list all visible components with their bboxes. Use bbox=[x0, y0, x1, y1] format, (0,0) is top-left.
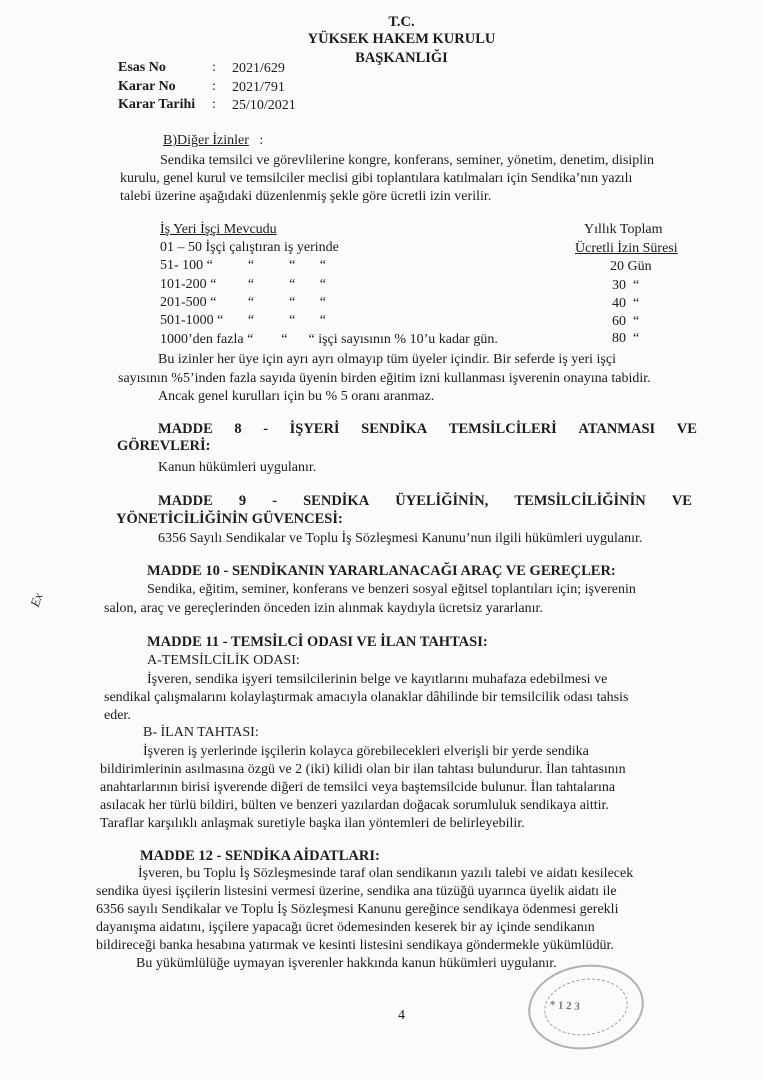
table-row-left: 101-200 “ “ “ “ bbox=[160, 277, 327, 292]
madde-10-body-line2: salon, araç ve gereçlerinden önceden izin alınmak kaydıyla ücretsiz yararlanır. bbox=[104, 601, 543, 616]
table-row-left: 501-1000 “ “ “ “ bbox=[160, 313, 327, 328]
table-row-right: 30 “ bbox=[612, 278, 640, 293]
table-row-left: 01 – 50 İşçi çalıştıran iş yerinde bbox=[160, 240, 339, 255]
madde-9-title-line1: MADDE 9 - SENDİKA ÜYELİĞİNİN, TEMSİLCİLİĞİNİN VE bbox=[158, 493, 692, 509]
madde-9-title-line2: YÖNETİCİLİĞİNİN GÜVENCESİ: bbox=[116, 511, 343, 527]
table-row-left: 51- 100 “ “ “ “ bbox=[160, 258, 327, 273]
section-b-p1-line3: talebi üzerine aşağıdaki düzenlenmiş şekle göre ücretli izin verilir. bbox=[120, 189, 492, 204]
madde-11-b-line1: İşveren iş yerlerinde işçilerin kolayca görebilecekleri elverişli bir yerde sendika bbox=[143, 744, 589, 759]
section-b-p1-line1: Sendika temsilci ve görevlilerine kongre, konferans, seminer, yönetim, denetim, disiplin bbox=[160, 153, 654, 168]
madde-11-b-line4: asılacak her türlü bildiri, bülten ve benzeri yazılardan doğacak sorumluluk sendikaya aittir. bbox=[100, 798, 609, 813]
madde-10-title: MADDE 10 - SENDİKANIN YARARLANACAĞI ARAÇ VE GEREÇLER: bbox=[147, 563, 616, 579]
madde-8-title-line1: MADDE 8 - İŞYERİ SENDİKA TEMSİLCİLERİ ATANMASI VE bbox=[158, 421, 697, 437]
madde-12-title: MADDE 12 - SENDİKA AİDATLARI: bbox=[140, 848, 380, 864]
table-row-right: 20 Gün bbox=[610, 259, 652, 274]
tarih-colon: : bbox=[212, 97, 216, 112]
tarih-label: Karar Tarihi bbox=[118, 97, 196, 112]
madde-8-title-line2: GÖREVLERİ: bbox=[117, 438, 211, 454]
karar-colon: : bbox=[212, 79, 216, 94]
madde-11-b-line5: Taraflar karşılıklı anlaşmak suretiyle başka ilan yöntemleri de belirleyebilir. bbox=[100, 816, 525, 831]
esas-colon: : bbox=[212, 60, 216, 75]
madde-11-a-line3: eder. bbox=[104, 708, 131, 723]
stamp-text: * 1 2 3 bbox=[549, 998, 581, 1013]
section-b-p1-line2: kurulu, genel kurul ve temsilciler meclisi gibi toplantılara katılmaları için Sendika’nın yazılı bbox=[120, 171, 633, 186]
section-b-p2-line1: Bu izinler her üye için ayrı ayrı olmayıp tüm üyeler içindir. Bir seferde iş yeri işçi bbox=[158, 352, 616, 367]
madde-11-a-line2: sendikal çalışmalarını kolaylaştırmak amacıyla olanaklar dâhilinde bir temsilcilik odası tahsis bbox=[104, 690, 629, 705]
table-row-left: 201-500 “ “ “ “ bbox=[160, 295, 327, 310]
table-head-right-1: Yıllık Toplam bbox=[584, 222, 663, 237]
madde-12-line3: 6356 sayılı Sendikalar ve Toplu İş Sözleşmesi Kanunu gereğince sendikaya ödenmesi gerekli bbox=[96, 902, 619, 917]
table-head-right-2: Ücretli İzin Süresi bbox=[575, 241, 678, 256]
margin-handwritten-mark: Ex bbox=[26, 590, 46, 609]
madde-11-a-line1: İşveren, sendika işyeri temsilcilerinin belge ve kayıtlarını muhafaza edebilmesi ve bbox=[147, 672, 608, 687]
table-head-left: İş Yeri İşçi Mevcudu bbox=[160, 222, 277, 237]
section-b-p2-line3: Ancak genel kurulları için bu % 5 oranı aranmaz. bbox=[158, 389, 435, 404]
madde-12-line1: İşveren, bu Toplu İş Sözleşmesinde taraf olan sendikanın yazılı talebi ve aidatı kesilecek bbox=[138, 866, 634, 881]
page-number: 4 bbox=[398, 1008, 405, 1023]
table-row-right: 80 “ bbox=[612, 331, 640, 346]
madde-11-b-line2: bildirimlerinin asılmasına özgü ve 2 (iki) kilidi olan bir ilan tahtası bulundurur. İlan tahtasının bbox=[100, 762, 626, 777]
madde-11-sub-a: A-TEMSİLCİLİK ODASI: bbox=[147, 653, 300, 668]
esas-value: 2021/629 bbox=[232, 61, 285, 76]
madde-11-b-line3: anahtarlarının birisi işverende diğeri de temsilci veya baştemsilcide bulunur. İlan tahtalarına bbox=[100, 780, 616, 795]
madde-11-sub-b: B- İLAN TAHTASI: bbox=[143, 725, 259, 740]
madde-8-body: Kanun hükümleri uygulanır. bbox=[158, 460, 317, 475]
karar-value: 2021/791 bbox=[232, 80, 285, 95]
official-stamp bbox=[523, 957, 650, 1056]
madde-12-line5: bildireceği banka hesabına yatırmak ve kesinti listesini sendikaya göndermekle yükümlüdür. bbox=[96, 938, 614, 953]
header-institution: YÜKSEK HAKEM KURULU bbox=[307, 31, 496, 47]
madde-11-title: MADDE 11 - TEMSİLCİ ODASI VE İLAN TAHTASI: bbox=[147, 634, 488, 650]
header-presidency: BAŞKANLIĞI bbox=[355, 50, 448, 66]
section-b-p2-line2: sayısının %5’inden fazla sayıda üyenin birden eğitim izni kullanması işverenin onayına tabidir. bbox=[118, 371, 651, 386]
header-tc: T.C. bbox=[388, 14, 415, 30]
madde-10-body-line1: Sendika, eğitim, seminer, konferans ve benzeri sosyal eğitsel toplantıları için; işverenin bbox=[147, 582, 636, 597]
section-b-title: B)Diğer İzinler : bbox=[163, 133, 264, 148]
table-row-right: 40 “ bbox=[612, 296, 640, 311]
esas-label: Esas No bbox=[118, 60, 166, 75]
tarih-value: 25/10/2021 bbox=[232, 98, 296, 113]
madde-12-line6: Bu yükümlülüğe uymayan işverenler hakkında kanun hükümleri uygulanır. bbox=[136, 956, 557, 971]
table-row-left: 1000’den fazla “ “ “ işçi sayısının % 10’u kadar gün. bbox=[160, 332, 498, 347]
table-row-right: 60 “ bbox=[612, 314, 640, 329]
madde-12-line4: dayanışma aidatını, işçilere yapacağı ücret ödemesinden keserek bir ay içinde sendikanın bbox=[96, 920, 595, 935]
madde-12-line2: sendika üyesi işçilerin listesini vermesi üzerine, sendika ana tüzüğü uyarınca üyelik aidatı ile bbox=[96, 884, 617, 899]
madde-9-body: 6356 Sayılı Sendikalar ve Toplu İş Sözleşmesi Kanunu’nun ilgili hükümleri uygulanır. bbox=[158, 531, 643, 546]
karar-label: Karar No bbox=[118, 79, 176, 94]
